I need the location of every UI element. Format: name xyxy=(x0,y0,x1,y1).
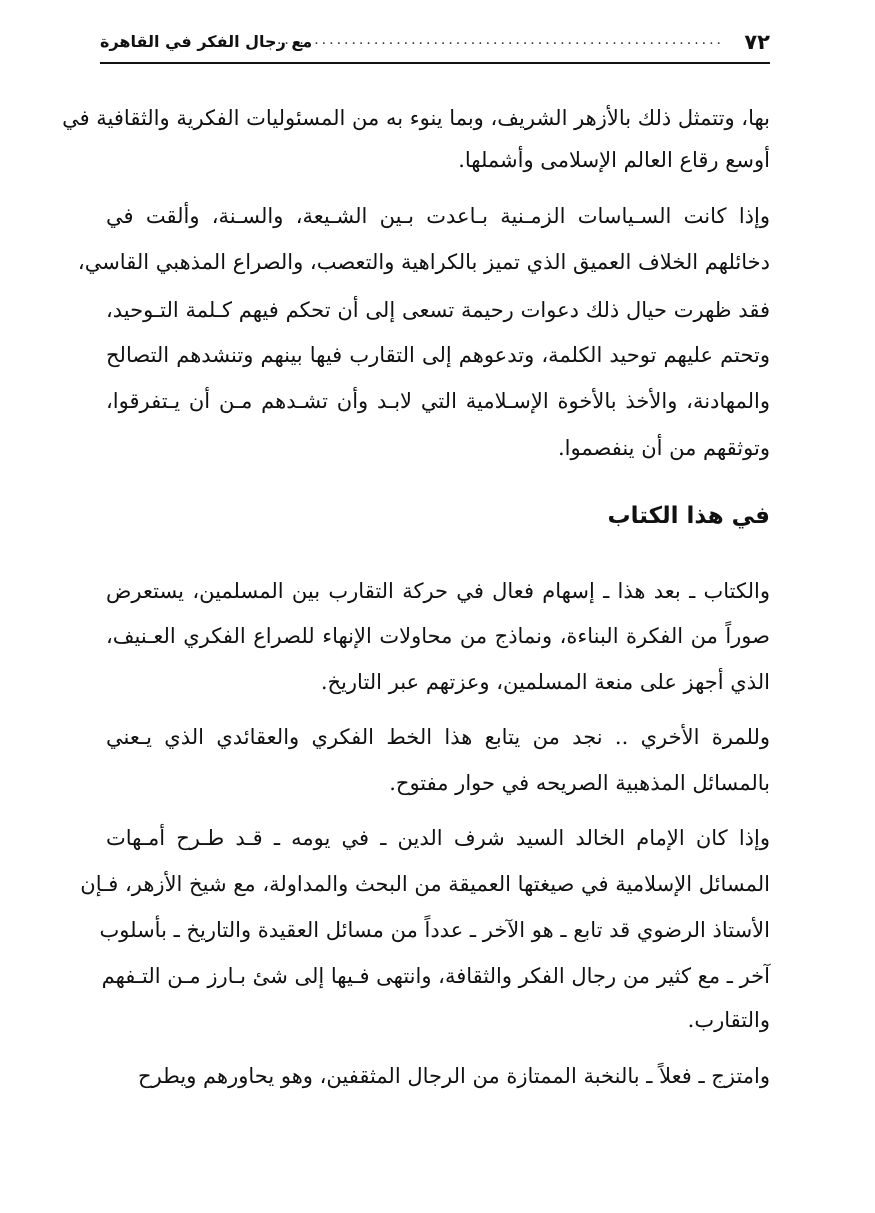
text-line: دخائلهم الخلاف العميق الذي تميز بالكراهية والتعصب، والصراع المذهبي القاسي، xyxy=(77,250,770,274)
text-line: بالمسائل المذهبية الصريحه في حوار مفتوح. xyxy=(389,771,770,795)
text-line: أوسع رقاع العالم الإسلامى وأشملها. xyxy=(458,148,770,172)
text-line: الذي أجهز على منعة المسلمين، وعزتهم عبر التاريخ. xyxy=(320,670,770,694)
text-line: فقد ظهرت حيال ذلك دعوات رحيمة تسعى إلى أن تحكم فيهم كـلمة التـوحيد، xyxy=(106,298,770,322)
text-line: والمهادنة، والأخذ بالأخوة الإسـلامية التي لابـد وأن تشـدهم مـن أن يـتفرقوا، xyxy=(106,389,770,413)
text-line: وإذا كان الإمام الخالد السيد شرف الدين ـ في يومه ـ قـد طـرح أمـهات xyxy=(106,826,770,850)
text-line: الأستاذ الرضوي قد تابع ـ هو الآخر ـ عدداً من مسائل العقيدة والتاريخ ـ بأسلوب xyxy=(99,918,770,942)
text-line: وتحتم عليهم توحيد الكلمة، وتدعوهم إلى التقارب فيها بينهم وتنشدهم التصالح xyxy=(106,343,770,367)
text-line: بها، وتتمثل ذلك بالأزهر الشريف، وبما ينوء به من المسئوليات الفكرية والثقافية في xyxy=(62,106,770,130)
text-line: وللمرة الأخري .. نجد من يتابع هذا الخط الفكري والعقائدي الذي يـعني xyxy=(106,725,770,749)
text-line: وتوثقهم من أن ينفصموا. xyxy=(558,436,770,460)
text-line: آخر ـ مع كثير من رجال الفكر والثقافة، وانتهى فـيها إلى شئ بـارز مـن التـفهم xyxy=(101,964,770,988)
text-line: وامتزج ـ فعلاً ـ بالنخبة الممتازة من الرجال المثقفين، وهو يحاورهم ويطرح xyxy=(138,1064,770,1088)
text-line: والتقارب. xyxy=(687,1008,770,1032)
text-line: وإذا كانت السـياسات الزمـنية بـاعدت بـين الشـيعة، والسـنة، وألقت في xyxy=(106,204,770,228)
header-rule xyxy=(100,62,770,64)
section-heading: في هذا الكتاب xyxy=(607,503,770,529)
text-line: المسائل الإسلامية في صيغتها العميقة من البحث والمداولة، مع شيخ الأزهر، فـإن xyxy=(80,872,770,896)
page-header xyxy=(100,30,770,64)
text-line: صوراً من الفكرة البناءة، ونماذج من محاولات الإنهاء للصراع الفكري العـنيف، xyxy=(106,624,770,648)
text-line: والكتاب ـ بعد هذا ـ إسهام فعال في حركة التقارب بين المسلمين، يستعرض xyxy=(106,579,770,603)
running-title: مع رجال الفكر في القاهرة xyxy=(100,32,313,51)
page-number: ٧٢ xyxy=(744,30,770,54)
header-dot-leader: ............................................................ xyxy=(276,32,724,48)
